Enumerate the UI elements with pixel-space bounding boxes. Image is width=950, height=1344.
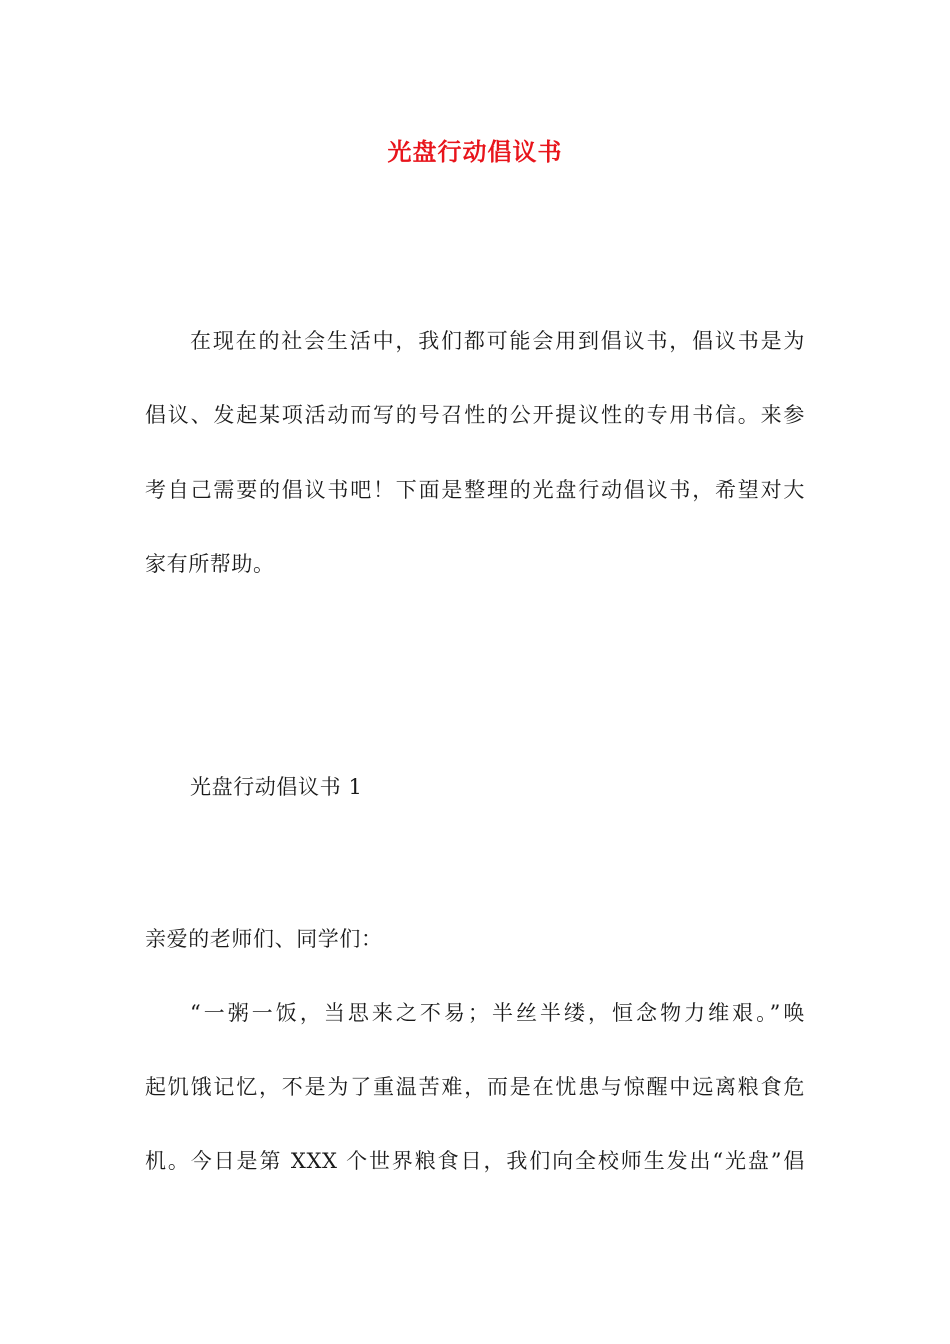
body-line-3: 机。今日是第 XXX 个世界粮食日，我们向全校师生发出“光盘”倡 bbox=[145, 1149, 805, 1173]
body-line-2: 起饥饿记忆，不是为了重温苦难，而是在忧患与惊醒中远离粮食危 bbox=[145, 1075, 805, 1099]
document-title: 光盘行动倡议书 bbox=[387, 138, 563, 166]
intro-line-2: 倡议、发起某项活动而写的号召性的公开提议性的专用书信。来参 bbox=[145, 403, 805, 427]
intro-line-4: 家有所帮助。 bbox=[145, 552, 275, 576]
salutation: 亲爱的老师们、同学们： bbox=[145, 927, 383, 951]
intro-line-3: 考自己需要的倡议书吧！下面是整理的光盘行动倡议书，希望对大 bbox=[145, 478, 805, 502]
section-heading: 光盘行动倡议书 1 bbox=[190, 775, 363, 799]
body-line-1: “一粥一饭，当思来之不易；半丝半缕，恒念物力维艰。”唤 bbox=[190, 1001, 805, 1025]
intro-line-1: 在现在的社会生活中，我们都可能会用到倡议书，倡议书是为 bbox=[190, 329, 805, 353]
